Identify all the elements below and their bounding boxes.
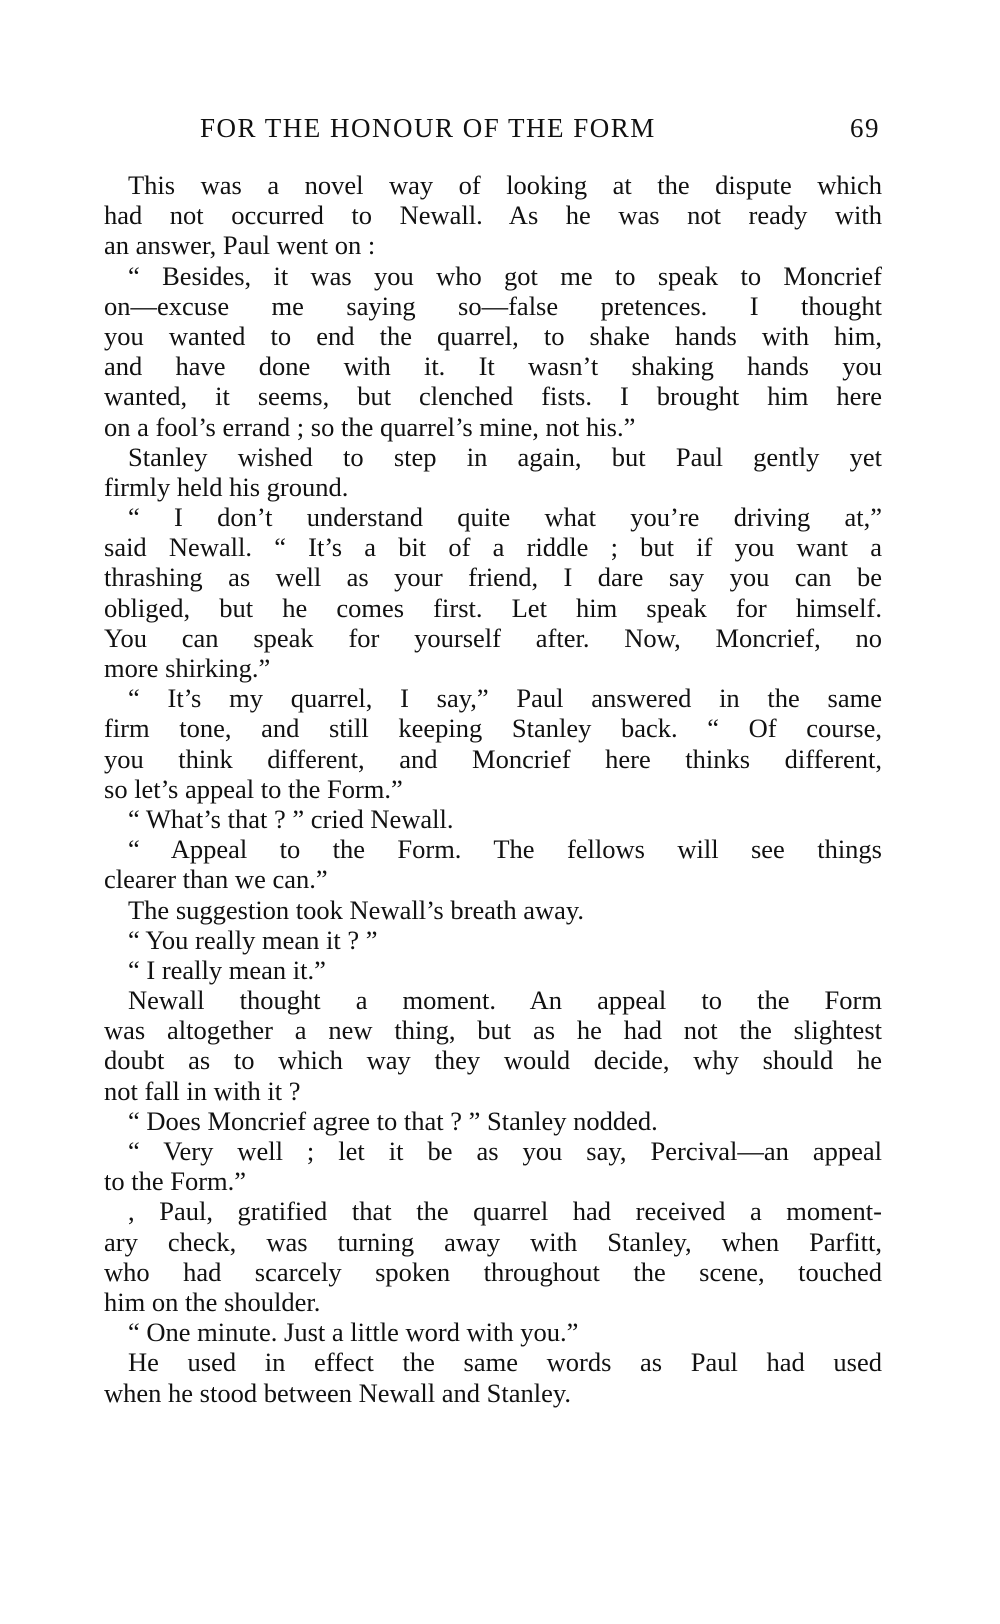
text-line: “ Very well ; let it be as you say, Percival—an appeal [128,1136,882,1166]
text-line: firmly held his ground. [104,471,349,502]
text-line: more shirking.” [104,653,271,683]
text-line: “ I don’t understand quite what you’re driving at,” [128,502,882,533]
text-line: doubt as to which way they would decide, why should he [104,1045,882,1076]
text-line: The suggestion took Newall’s breath away. [128,894,585,925]
text-line: who had scarcely spoken throughout the scene, touched [104,1256,882,1287]
text-line: clearer than we can.” [104,864,328,895]
text-line: and have done with it. It wasn’t shaking hands you [104,351,882,382]
text-line: when he stood between Newall and Stanley. [104,1377,572,1408]
text-line: on a fool’s errand ; so the quarrel’s mine, not his.” [104,411,636,442]
text-line: you think different, and Moncrief here thinks different, [104,743,882,774]
text-line: to the Form.” [104,1166,247,1197]
text-line: thrashing as well as your friend, I dare say you can be [104,562,882,593]
text-line: He used in effect the same words as Paul had used [128,1347,882,1378]
text-line: him on the shoulder. [104,1286,321,1317]
text-line: This was a novel way of looking at the dispute which [128,170,882,200]
text-line: “ I really mean it.” [128,954,326,985]
text-line: “ You really mean it ? ” [128,924,378,955]
text-line: “ It’s my quarrel, I say,” Paul answered in the same [128,683,882,714]
text-line: You can speak for yourself after. Now, Moncrief, no [104,622,882,653]
text-line: Stanley wished to step in again, but Paul gently yet [128,441,882,472]
page-number: 69 [850,113,880,143]
running-head [200,113,880,149]
text-line: obliged, but he comes first. Let him speak for himself. [104,592,882,623]
body-text [104,170,882,1408]
text-line: , Paul, gratified that the quarrel had received a moment- [128,1196,882,1227]
text-line: “ Appeal to the Form. The fellows will see things [128,834,882,865]
text-line: so let’s appeal to the Form.” [104,773,403,804]
text-line: had not occurred to Newall. As he was not ready with [104,200,882,231]
text-line: an answer, Paul went on : [104,230,376,261]
text-line: was altogether a new thing, but as he had not the slightest [104,1015,882,1046]
text-line: firm tone, and still keeping Stanley back. “ Of course, [104,713,882,744]
text-line: “ Does Moncrief agree to that ? ” Stanley nodded. [128,1105,658,1136]
text-line: wanted, it seems, but clenched fists. I brought him here [104,381,882,412]
text-line: ary check, was turning away with Stanley, when Parfitt, [104,1226,882,1257]
text-line: not fall in with it ? [104,1075,301,1106]
running-title: FOR THE HONOUR OF THE FORM [200,113,656,143]
text-line: you wanted to end the quarrel, to shake hands with him, [104,320,882,351]
text-line: “ What’s that ? ” cried Newall. [128,803,454,834]
text-line: on—excuse me saying so—false pretences. I thought [104,290,882,321]
text-line: Newall thought a moment. An appeal to the Form [128,985,882,1016]
text-line: said Newall. “ It’s a bit of a riddle ; but if you want a [104,532,882,563]
text-line: “ One minute. Just a little word with you.” [128,1317,579,1348]
text-line: “ Besides, it was you who got me to speak to Moncrief [128,260,882,291]
